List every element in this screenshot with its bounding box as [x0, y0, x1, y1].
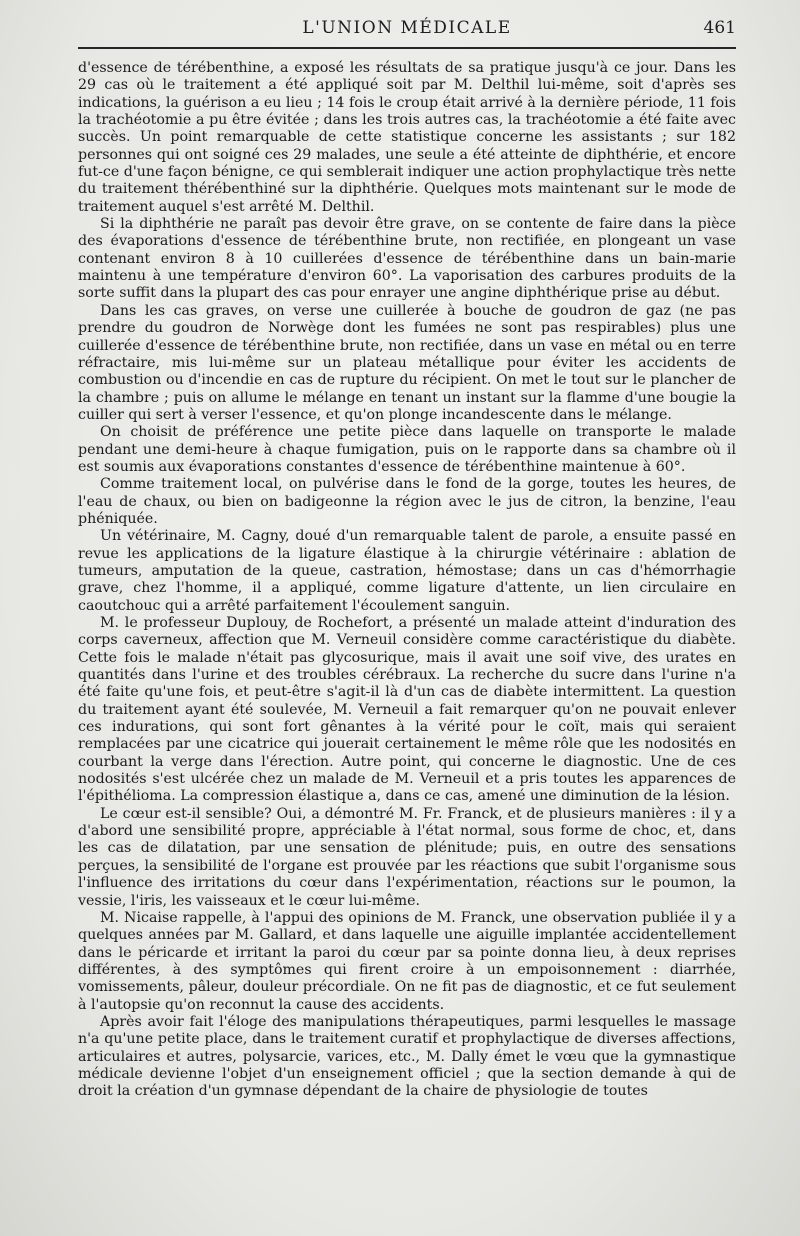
- paragraph-franck: Le cœur est-il sensible? Oui, a démontré M. Fr. Franck, et de plusieurs manières : il y a d'abord une sensibilité propre, appréciable à l'état normal, sous forme de choc, et, dans les cas de dilatation, par une sensation de plénitude; puis, en outre des sensations perçues, la sensibilité de l'organe est prouvée par les réactions que subit l'organisme sous l'influence des irritations du cœur dans l'expérimentation, réactions sur le poumon, la vessie, l'iris, les vaisseaux et le cœur lui-même.: [78, 805, 736, 909]
- paragraph-local-treatment: Comme traitement local, on pulvérise dans le fond de la gorge, toutes les heures, de l'eau de chaux, ou bien on badigeonne la région avec le jus de citron, la benzine, l'eau phéniquée.: [78, 476, 736, 527]
- body-text: [78, 60, 736, 1101]
- paragraph-severe-cases: Dans les cas graves, on verse une cuillerée à bouche de goudron de gaz (ne pas prendre du goudron de Norwège dont les fumées ne sont pas respirables) plus une cuillerée d'essence de térébenthine brute, non rectifiée, dans un vase en métal ou en terre réfractaire, mis lui-même sur un plateau métallique pour éviter les accidents de combustion ou d'incendie en cas de rupture du récipient. On met le tout sur le plancher de la chambre ; puis on allume le mélange en tenant un instant sur la flamme d'une bougie la cuiller qui sert à verser l'essence, et qu'on plonge incandescente dans le mélange.: [78, 302, 736, 423]
- page-number: 461: [703, 18, 736, 38]
- paragraph-dally: Après avoir fait l'éloge des manipulations thérapeutiques, parmi lesquelles le massage n'a qu'une petite place, dans le traitement curatif et prophylactique de diverses affections, articulaires et autres, polysarcie, varices, etc., M. Dally émet le vœu que la gymnastique médicale devienne l'objet d'un enseignement officiel ; que la section demande à qui de droit la création d'un gymnase dépendant de la chaire de physiologie de toutes: [78, 1013, 736, 1100]
- paragraph-nicaise: M. Nicaise rappelle, à l'appui des opinions de M. Franck, une observation publiée il y a quelques années par M. Gallard, et dans laquelle une aiguille implantée accidentellement dans le péricarde et irritant la paroi du cœur par sa pointe donna lieu, à deux reprises différentes, à des symptômes qui firent croire à un empoisonnement : diarrhée, vomissements, pâleur, douleur précordiale. On ne fit pas de diagnostic, et ce fut seulement à l'autopsie qu'on reconnut la cause des accidents.: [78, 909, 736, 1013]
- running-title: L'UNION MÉDICALE: [302, 18, 512, 38]
- header-rule: [78, 47, 736, 49]
- paragraph-duplouy: M. le professeur Duplouy, de Rochefort, a présenté un malade atteint d'induration des corps caverneux, affection que M. Verneuil considère comme caractéristique du diabète. Cette fois le malade n'était pas glycosurique, mais il avait une soif vive, des urates en quantités dans l'urine et des troubles cérébraux. La recherche du sucre dans l'urine n'a été faite qu'une fois, et peut-être s'agit-il là d'un cas de diabète intermittent. La question du traitement ayant été soulevée, M. Verneuil a fait remarquer qu'on ne pouvait enlever ces indurations, qui sont fort gênantes à la vérité pour le coït, mais qui seraient remplacées par une cicatrice qui jouerait certainement le même rôle que les nodosités en courbant la verge dans l'érection. Autre point, qui concerne le diagnostic. Une de ces nodosités s'est ulcérée chez un malade de M. Verneuil et a pris toutes les apparences de l'épithélioma. La compression élastique a, dans ce cas, amené une diminution de la lésion.: [78, 615, 736, 805]
- page-header: [78, 18, 736, 42]
- paragraph-terebenthine-results: d'essence de térébenthine, a exposé les résultats de sa pratique jusqu'à ce jour. Dans les 29 cas où le traitement a été appliqué soit par M. Delthil lui-même, soit d'après ses indications, la guérison a eu lieu ; 14 fois le croup était arrivé à la dernière période, 11 fois la trachéotomie a pu être évitée ; dans les trois autres cas, la trachéotomie a été faite avec succès. Un point remarquable de cette statistique concerne les assistants ; sur 182 personnes qui ont soigné ces 29 malades, une seule a été atteinte de diphthérie, et encore fut-ce d'une façon bénigne, ce qui semblerait indiquer une action prophylactique très nette du traitement thérébenthiné sur la diphthérie. Quelques mots maintenant sur le mode de traitement auquel s'est arrêté M. Delthil.: [78, 60, 736, 215]
- paragraph-fumigation-room: On choisit de préférence une petite pièce dans laquelle on transporte le malade pendant une demi-heure à chaque fumigation, puis on le rapporte dans sa chambre où il est soumis aux évaporations constantes d'essence de térébenthine maintenue à 60°.: [78, 424, 736, 475]
- paragraph-mild-cases: Si la diphthérie ne paraît pas devoir être grave, on se contente de faire dans la pièce des évaporations d'essence de térébenthine brute, non rectifiée, en plongeant un vase contenant environ 8 à 10 cuillerées d'essence de térébenthine dans un bain-marie maintenu à une température d'environ 60°. La vaporisation des carbures produits de la sorte suffit dans la plupart des cas pour enrayer une angine diphthérique prise au début.: [78, 216, 736, 302]
- paragraph-cagny: Un vétérinaire, M. Cagny, doué d'un remarquable talent de parole, a ensuite passé en revue les applications de la ligature élastique à la chirurgie vétérinaire : ablation de tumeurs, amputation de la queue, castration, hémostase; dans un cas d'hémorrhagie grave, chez l'homme, il a appliqué, comme ligature d'attente, un lien circulaire en caoutchouc qui a arrêté parfaitement l'écoulement sanguin.: [78, 528, 736, 614]
